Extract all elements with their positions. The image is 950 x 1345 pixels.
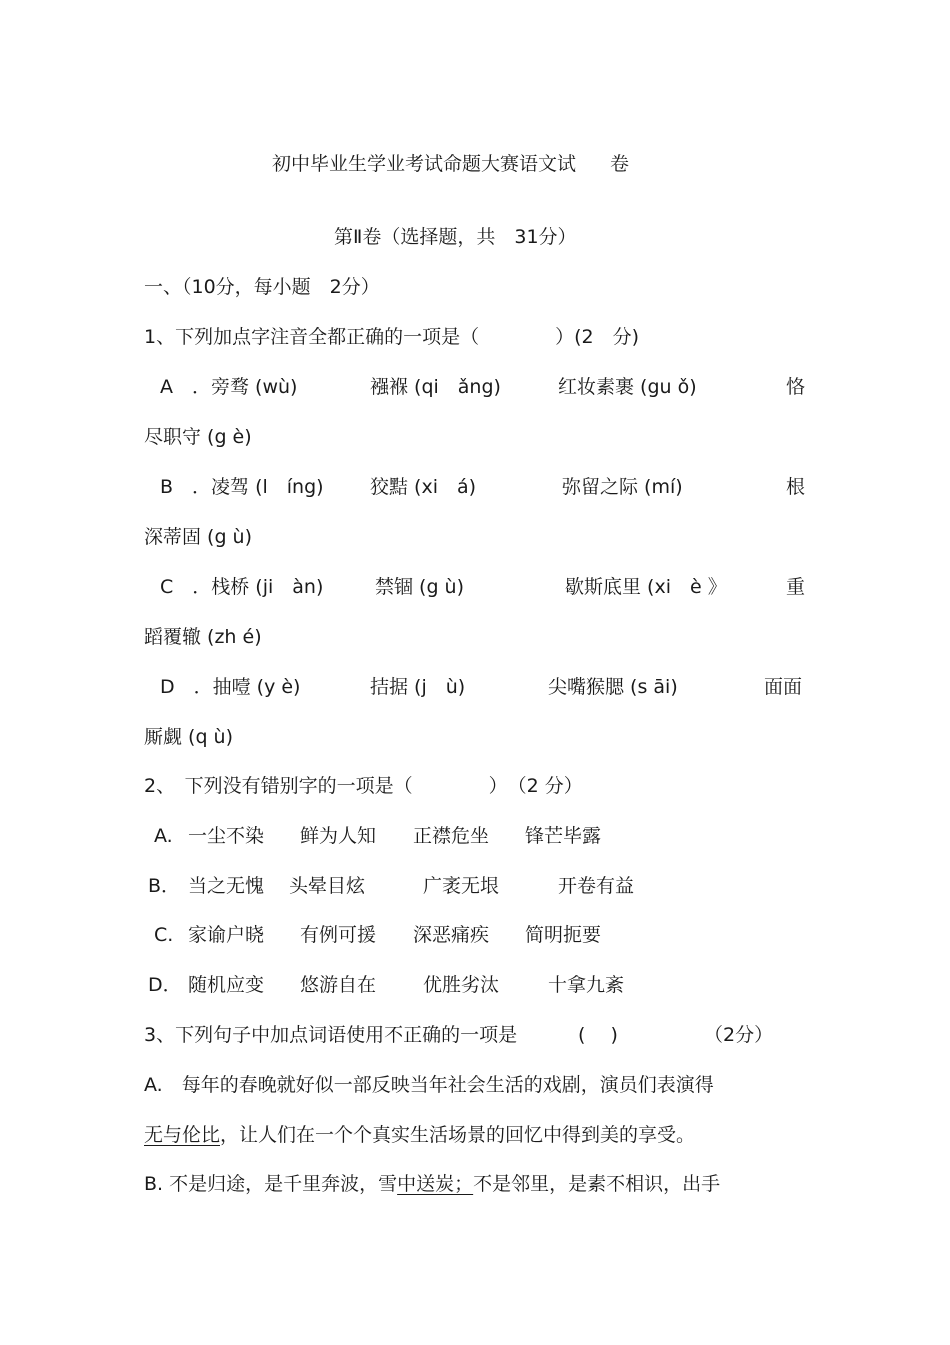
q2-option-a-word2: 鲜为人知	[300, 825, 377, 847]
q1-option-a-word3: 红妆素裹 (gu ǒ)	[558, 376, 697, 398]
part-one-heading: 一、（10分，每小题 2分）	[144, 276, 380, 298]
q1-option-d: D ．抽噎 (y è)	[160, 676, 301, 698]
q1-option-c: C ．栈桥 (ji àn)	[160, 576, 324, 598]
q1-option-a: A ．旁骛 (wù)	[160, 376, 298, 398]
q1-option-b-cont: 深蒂固 (g ù)	[144, 526, 253, 548]
q1-option-b-word2: 狡黠 (xi á)	[370, 476, 477, 498]
q2-option-c-letter: C.	[154, 924, 174, 946]
title-text: 初中毕业生学业考试命题大赛语文试	[272, 153, 577, 175]
q2-option-d-word1: 随机应变	[188, 974, 265, 996]
q3-option-a-rest: ，让人们在一个个真实生活场景的回忆中得到美的享受。	[220, 1124, 696, 1146]
q2-stem: 2、 下列没有错别字的一项是（ ） （2 分）	[144, 775, 583, 797]
q2-option-d-word2: 悠游自在	[300, 974, 377, 996]
q2-option-c-word4: 简明扼要	[525, 924, 602, 946]
q2-option-b-word1: 当之无愧	[188, 875, 265, 897]
q1-option-b-word4: 根	[786, 476, 806, 498]
q2-option-a-word3: 正襟危坐	[413, 825, 490, 847]
q3-option-b-underlined: 中送炭；	[397, 1173, 474, 1195]
q1-option-a-word4: 恪	[786, 376, 806, 398]
q1-stem: 1、下列加点字注音全都正确的一项是（ ）(2 分)	[144, 326, 640, 348]
q3-score: （2分）	[704, 1024, 774, 1046]
q1-option-c-word4: 重	[786, 576, 806, 598]
q2-option-d-letter: D．	[148, 974, 182, 996]
q2-option-c-word1: 家谕户晓	[188, 924, 265, 946]
q1-option-b: B ．凌驾 (l íng)	[160, 476, 324, 498]
q3-option-b-line1	[144, 1172, 720, 1196]
q2-option-c-word2: 有例可援	[300, 924, 377, 946]
q3-option-b-post: 不是邻里，是素不相识，出手	[473, 1173, 721, 1195]
q1-option-d-word3: 尖嘴猴腮 (s āi)	[548, 676, 678, 698]
q2-option-b-letter: B．	[148, 875, 181, 897]
q1-option-b-word3: 弥留之际 (mí)	[562, 476, 683, 498]
q1-option-d-word2: 拮据 (j ù)	[370, 676, 466, 698]
q2-option-d-word3: 优胜劣汰	[423, 974, 500, 996]
title-tail: 卷	[610, 153, 630, 175]
q3-option-a-underlined: 无与伦比	[144, 1124, 221, 1146]
q2-option-d-word4: 十拿九紊	[548, 974, 625, 996]
q2-option-a-word1: 一尘不染	[188, 825, 265, 847]
q2-option-b-word3: 广袤无垠	[423, 875, 500, 897]
q3-option-b-pre: B. 不是归途，是千里奔波，雪	[144, 1173, 398, 1195]
q1-option-d-word4: 面面	[764, 676, 803, 698]
exam-title	[272, 152, 629, 176]
q2-option-c-word3: 深恶痛疾	[413, 924, 490, 946]
q1-option-c-word3: 歇斯底里 (xi è 》	[565, 576, 727, 598]
q1-option-d-cont: 厮觑 (q ù)	[144, 726, 234, 748]
q3-option-a-line2	[144, 1123, 695, 1147]
section-heading: 第Ⅱ卷（选择题，共 31分）	[334, 226, 577, 248]
q1-option-a-word2: 襁褓 (qi ǎng)	[370, 376, 501, 398]
q1-option-c-cont: 蹈覆辙 (zh é)	[144, 626, 262, 648]
q3-answer-paren: ( )	[578, 1024, 618, 1046]
q2-option-a-letter: A.	[154, 825, 173, 847]
q3-option-a-line1: A. 每年的春晚就好似一部反映当年社会生活的戏剧，演员们表演得	[144, 1074, 714, 1096]
q1-option-a-cont: 尽职守 (g è)	[144, 426, 252, 448]
q3-stem: 3、下列句子中加点词语使用不正确的一项是	[144, 1024, 518, 1046]
q1-option-c-word2: 禁锢 (g ù)	[375, 576, 465, 598]
q2-option-b-word4: 开卷有益	[558, 875, 635, 897]
q2-option-b-word2: 头晕目炫	[289, 875, 366, 897]
q2-option-a-word4: 锋芒毕露	[525, 825, 602, 847]
